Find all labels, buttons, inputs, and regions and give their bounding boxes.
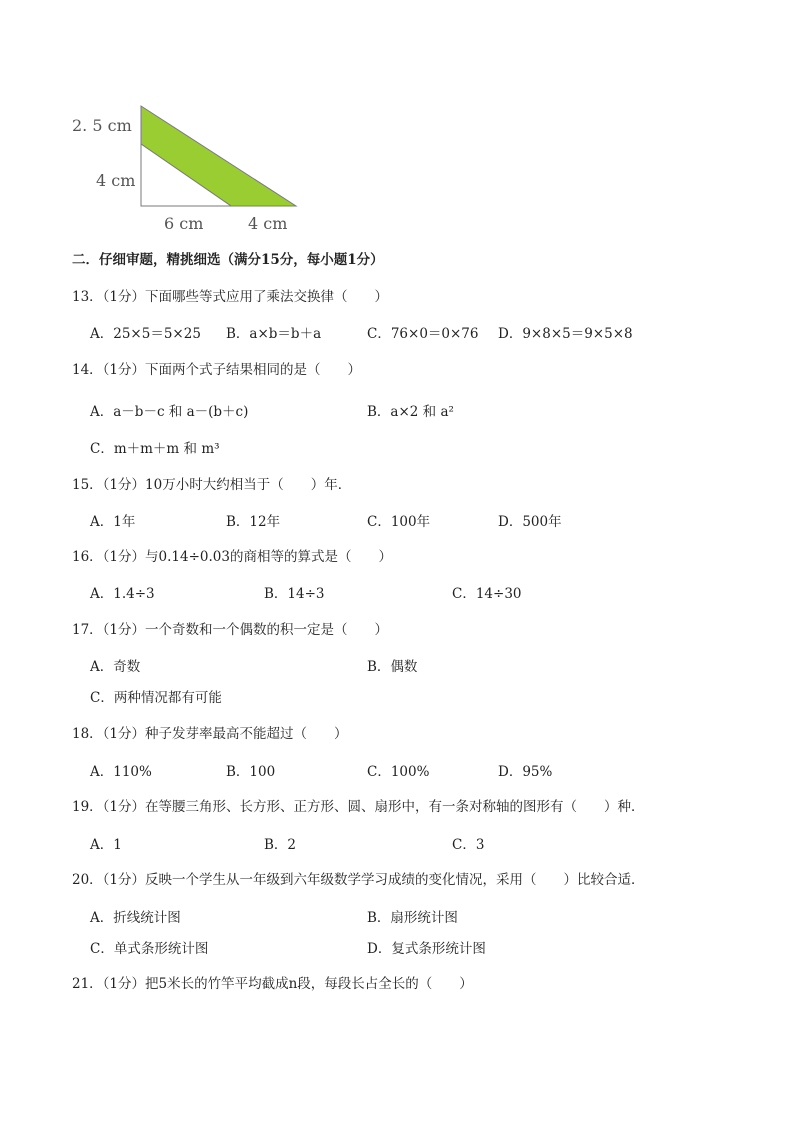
q16-option-a[interactable]: A．1.4÷3 bbox=[90, 586, 155, 602]
q17-option-a[interactable]: A．奇数 bbox=[90, 659, 141, 675]
question-13: 13．（1分）下面哪些等式应用了乘法交换律（ ） bbox=[72, 289, 389, 305]
q18-option-d[interactable]: D．95% bbox=[498, 764, 553, 780]
question-15: 15．（1分）10万小时大约相当于（ ）年． bbox=[72, 477, 352, 493]
q19-option-a[interactable]: A．1 bbox=[90, 837, 122, 853]
q18-option-a[interactable]: A．110% bbox=[90, 764, 152, 780]
q20-option-d[interactable]: D．复式条形统计图 bbox=[367, 941, 486, 957]
q17-option-c[interactable]: C．两种情况都有可能 bbox=[90, 690, 222, 706]
q19-option-c[interactable]: C．3 bbox=[452, 837, 485, 853]
q15-option-c[interactable]: C．100年 bbox=[367, 514, 431, 530]
q14-option-a[interactable]: A．a－b－c 和 a－(b＋c) bbox=[90, 404, 249, 420]
label-bottom-right: 4 cm bbox=[248, 214, 288, 233]
q19-option-b[interactable]: B．2 bbox=[264, 837, 297, 853]
q20-option-c[interactable]: C．单式条形统计图 bbox=[90, 941, 209, 957]
section-title: 二．仔细审题，精挑细选（满分15分，每小题1分） bbox=[72, 252, 384, 268]
question-14: 14．（1分）下面两个式子结果相同的是（ ） bbox=[72, 362, 362, 378]
geometry-figure bbox=[60, 96, 320, 250]
q14-option-b[interactable]: B．a×2 和 a² bbox=[367, 404, 454, 420]
q18-option-c[interactable]: C．100% bbox=[367, 764, 430, 780]
question-17: 17．（1分）一个奇数和一个偶数的积一定是（ ） bbox=[72, 622, 389, 638]
q15-option-d[interactable]: D．500年 bbox=[498, 514, 562, 530]
q18-option-b[interactable]: B．100 bbox=[226, 764, 276, 780]
q13-option-c[interactable]: C．76×0＝0×76 bbox=[367, 326, 479, 342]
q13-option-a[interactable]: A．25×5＝5×25 bbox=[90, 326, 201, 342]
q20-option-a[interactable]: A．折线统计图 bbox=[90, 910, 181, 926]
q14-option-c[interactable]: C．m＋m＋m 和 m³ bbox=[90, 441, 220, 457]
trapezoid-diagram bbox=[60, 96, 320, 246]
q20-option-b[interactable]: B．扇形统计图 bbox=[367, 910, 458, 926]
question-20: 20．（1分）反映一个学生从一年级到六年级数学学习成绩的变化情况，采用（ ）比较合适． bbox=[72, 872, 645, 888]
question-18: 18．（1分）种子发芽率最高不能超过（ ） bbox=[72, 726, 348, 742]
question-16: 16．（1分）与0.14÷0.03的商相等的算式是（ ） bbox=[72, 549, 392, 565]
label-bottom-left: 6 cm bbox=[164, 214, 204, 233]
question-21: 21．（1分）把5米长的竹竿平均截成n段，每段长占全长的（ ） bbox=[72, 976, 473, 992]
q13-option-b[interactable]: B．a×b＝b＋a bbox=[226, 326, 322, 342]
q17-option-b[interactable]: B．偶数 bbox=[367, 659, 418, 675]
label-top-left: 2. 5 cm bbox=[72, 116, 132, 135]
q15-option-a[interactable]: A．1年 bbox=[90, 514, 136, 530]
q13-option-d[interactable]: D．9×8×5＝9×5×8 bbox=[498, 326, 633, 342]
q16-option-b[interactable]: B．14÷3 bbox=[264, 586, 325, 602]
q15-option-b[interactable]: B．12年 bbox=[226, 514, 281, 530]
question-19: 19．（1分）在等腰三角形、长方形、正方形、圆、扇形中，有一条对称轴的图形有（ ）种． bbox=[72, 799, 645, 815]
q16-option-c[interactable]: C．14÷30 bbox=[452, 586, 522, 602]
label-left: 4 cm bbox=[96, 171, 136, 190]
